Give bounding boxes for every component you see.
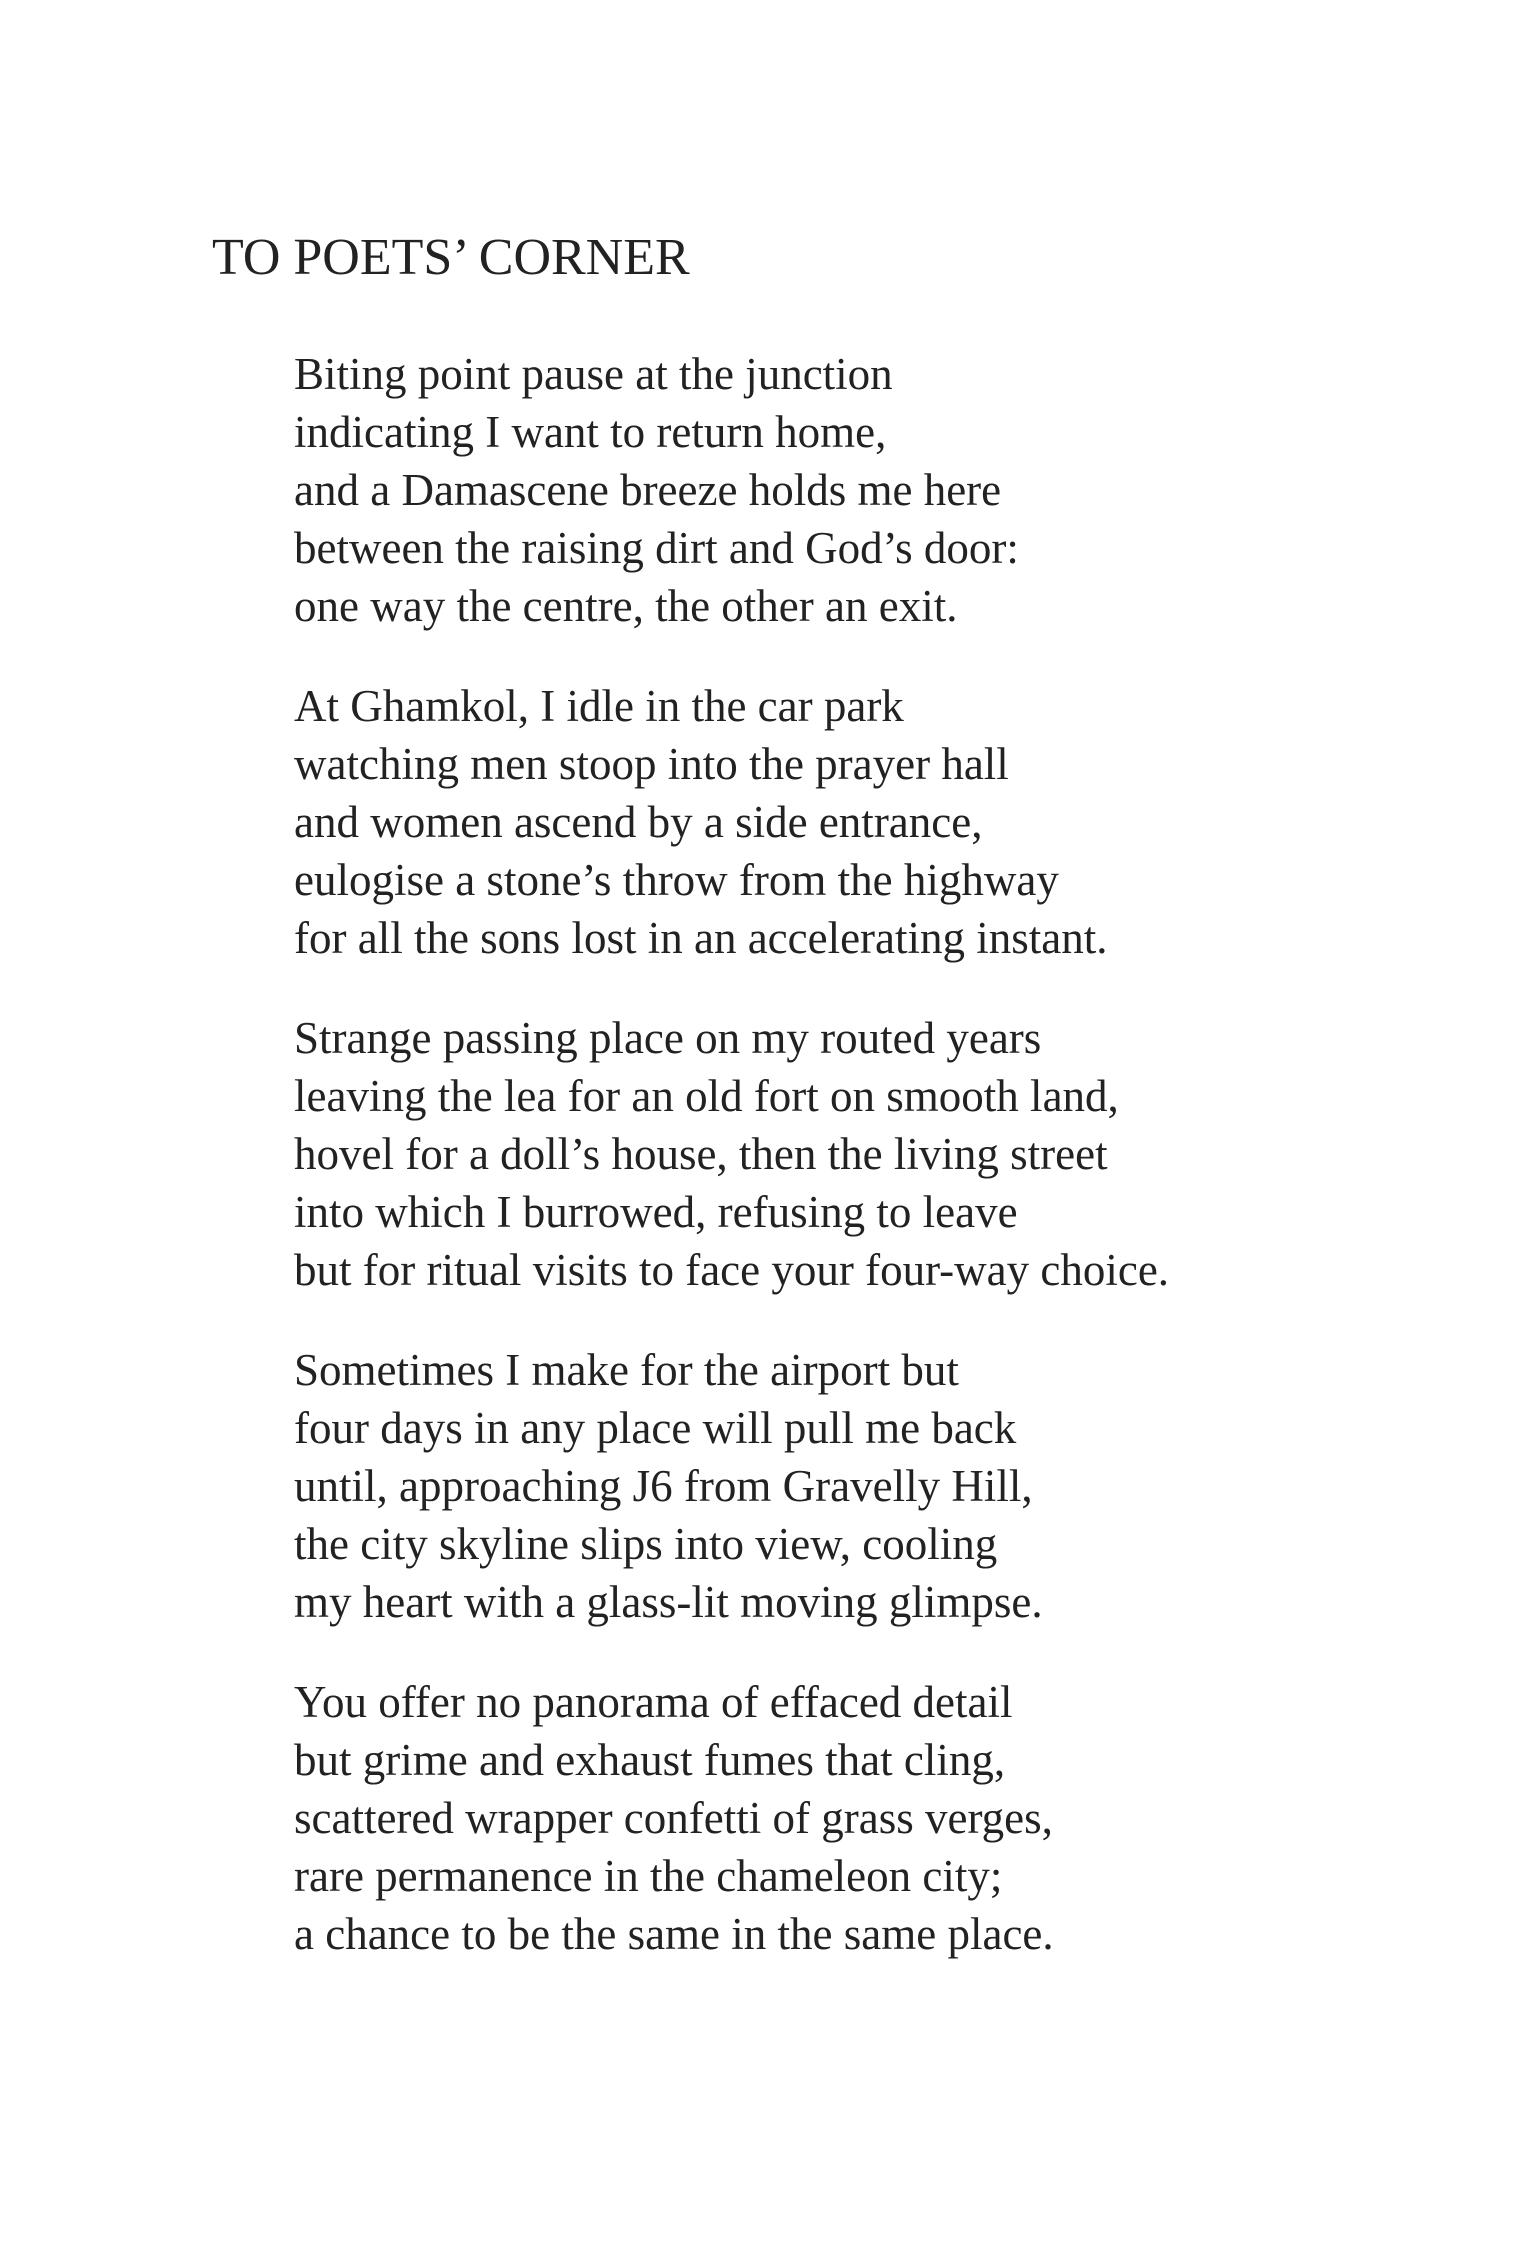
poem-line: leaving the lea for an old fort on smooth land, bbox=[294, 1071, 1119, 1121]
poem-line: my heart with a glass-lit moving glimpse. bbox=[294, 1577, 1043, 1627]
stanza bbox=[294, 1341, 1444, 1631]
poem-line: a chance to be the same in the same place. bbox=[294, 1909, 1054, 1959]
poem-line: until, approaching J6 from Gravelly Hill, bbox=[294, 1461, 1033, 1511]
poem-line: into which I burrowed, refusing to leave bbox=[294, 1187, 1018, 1237]
poem-line: but grime and exhaust fumes that cling, bbox=[294, 1735, 1006, 1785]
poem-line: one way the centre, the other an exit. bbox=[294, 581, 958, 631]
poem-title: TO POETS’ CORNER bbox=[212, 229, 690, 286]
poem-line: scattered wrapper confetti of grass verges, bbox=[294, 1793, 1053, 1843]
poem-line: between the raising dirt and God’s door: bbox=[294, 523, 1019, 573]
stanza bbox=[294, 1673, 1444, 1963]
poem-line: hovel for a doll’s house, then the living street bbox=[294, 1129, 1108, 1179]
poem-line: rare permanence in the chameleon city; bbox=[294, 1851, 1003, 1901]
poem-line: Biting point pause at the junction bbox=[294, 349, 893, 399]
poem-line: indicating I want to return home, bbox=[294, 407, 887, 457]
stanza bbox=[294, 345, 1444, 635]
poem-line: for all the sons lost in an accelerating instant. bbox=[294, 913, 1108, 963]
poem-line: but for ritual visits to face your four-way choice. bbox=[294, 1245, 1170, 1295]
poem-line: Sometimes I make for the airport but bbox=[294, 1345, 959, 1395]
poem-line: the city skyline slips into view, cooling bbox=[294, 1519, 998, 1569]
poem-line: Strange passing place on my routed years bbox=[294, 1013, 1042, 1063]
stanza bbox=[294, 677, 1444, 967]
poem-line: four days in any place will pull me back bbox=[294, 1403, 1017, 1453]
poem-line: watching men stoop into the prayer hall bbox=[294, 739, 1009, 789]
stanza bbox=[294, 1009, 1444, 1299]
poem-line: and women ascend by a side entrance, bbox=[294, 797, 983, 847]
poem-body bbox=[294, 345, 1444, 2005]
poem-line: eulogise a stone’s throw from the highway bbox=[294, 855, 1059, 905]
poem-line: You offer no panorama of effaced detail bbox=[294, 1677, 1013, 1727]
poem-line: and a Damascene breeze holds me here bbox=[294, 465, 1002, 515]
poem-line: At Ghamkol, I idle in the car park bbox=[294, 681, 904, 731]
